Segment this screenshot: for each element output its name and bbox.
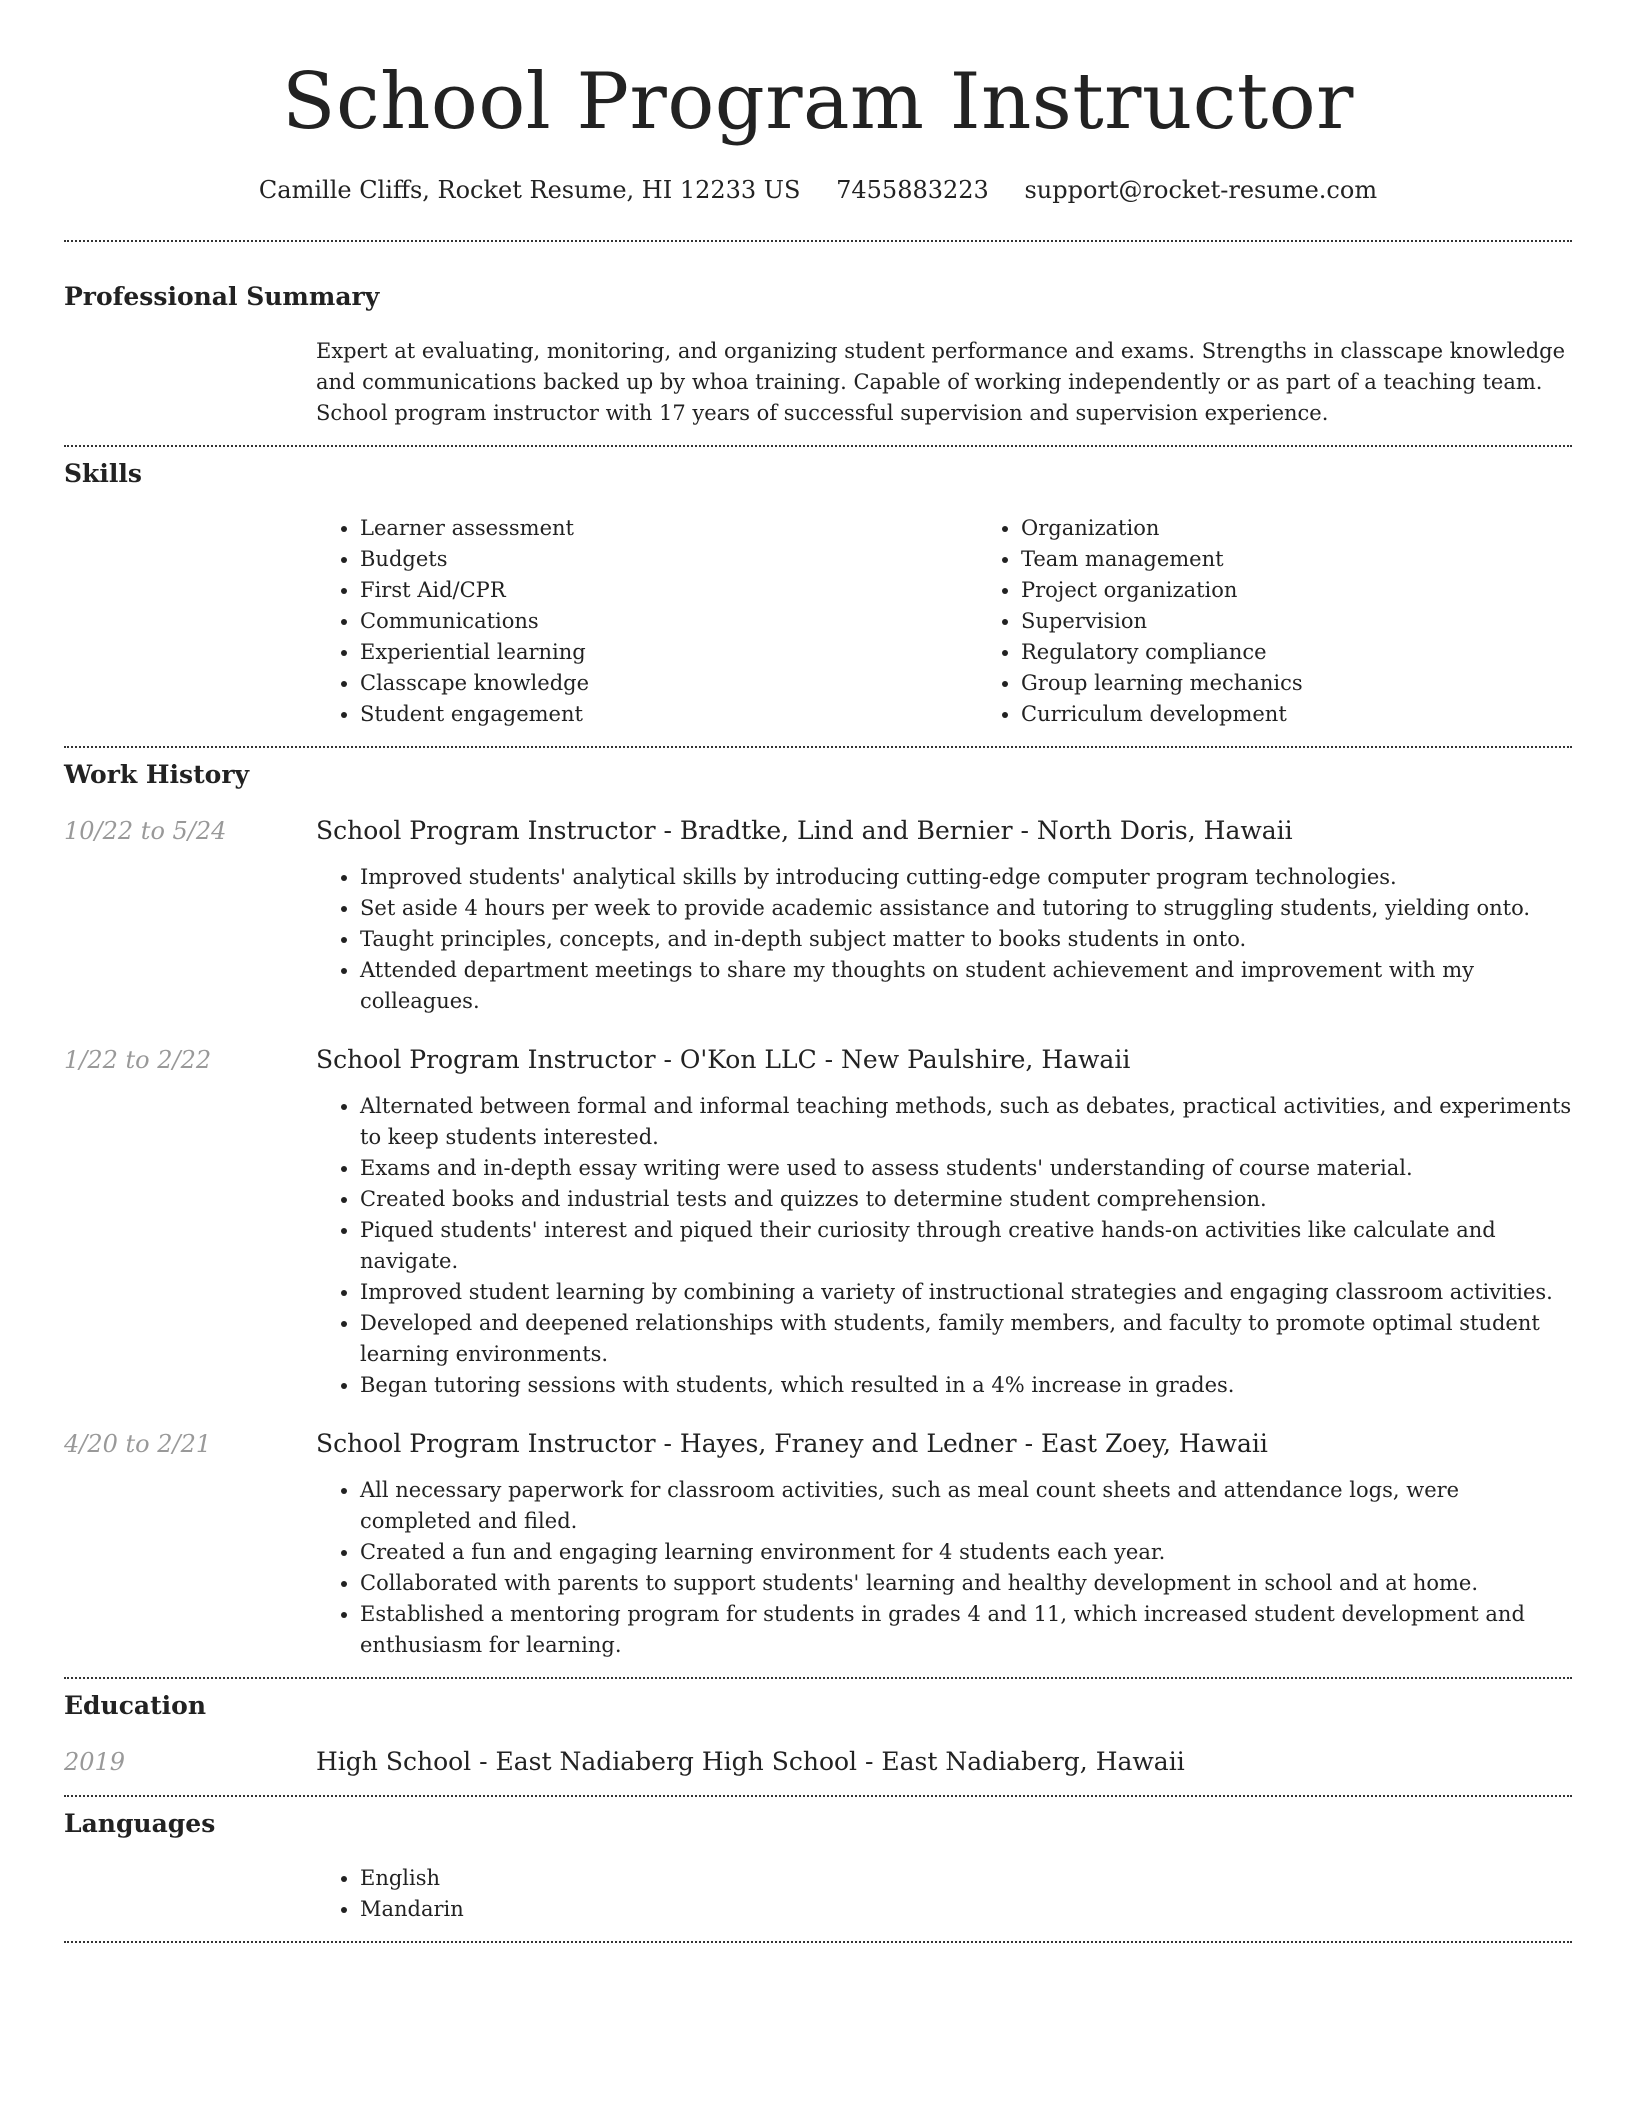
skills-row [64,513,1572,730]
job-dates: 1/22 to 2/22 [64,1046,212,1074]
languages-body [316,1863,1572,1925]
skills-list-right [977,513,1632,730]
job-entry [64,1427,1572,1661]
list-item: • Improved student learning by combining a variety of instructional strategies and engaging classroom activities. [360,1277,1572,1308]
list-item: • Classcape knowledge [360,668,977,699]
list-item: • Developed and deepened relationships with students, family members, and faculty to promote optimal student learning environments. [360,1308,1572,1370]
languages-section [64,1797,1572,1941]
education-year: 2019 [64,1748,126,1776]
summary-section [64,242,1572,445]
list-item: • Established a mentoring program for students in grades 4 and 11, which increased student development and enthusiasm for learning. [360,1599,1572,1661]
languages-left-gutter [64,1863,316,1925]
work-section [64,748,1572,1677]
job-title: School Program Instructor - Hayes, Franey and Ledner - East Zoey, Hawaii [316,1429,1268,1458]
job-entry [64,814,1572,1017]
list-item: • Piqued students' interest and piqued their curiosity through creative hands-on activities like calculate and navigate. [360,1215,1572,1277]
list-item: • Supervision [1021,606,1632,637]
job-body [316,1043,1572,1401]
education-degree: High School - East Nadiaberg High School - East Nadiaberg, Hawaii [316,1747,1185,1776]
list-item: • Curriculum development [1021,699,1632,730]
languages-title: Languages [64,1809,216,1838]
job-bullets [316,862,1572,1017]
list-item: • Project organization [1021,575,1632,606]
summary-title: Professional Summary [64,282,380,311]
list-item: • Created a fun and engaging learning environment for 4 students each year. [360,1537,1572,1568]
list-item: • Taught principles, concepts, and in-depth subject matter to books students in onto. [360,924,1572,955]
list-item: • All necessary paperwork for classroom activities, such as meal count sheets and attendance logs, were completed and filed. [360,1475,1572,1537]
summary-text: Expert at evaluating, monitoring, and organizing student performance and exams. Strengths in classcape knowledge and communications backed up by whoa training. Capable of working independently or as part of a teaching team. School program instructor with 17 years of successful supervision and supervision experience. [316,339,1566,425]
languages-list [316,1863,1572,1925]
job-dates: 4/20 to 2/21 [64,1430,212,1458]
job-body [316,1427,1572,1661]
list-item: • Organization [1021,513,1632,544]
contact-address: Camille Cliffs, Rocket Resume, HI 12233 US [258,176,801,204]
education-left [64,1745,316,1779]
skills-columns [316,513,1632,730]
job-body [316,814,1572,1017]
education-section [64,1679,1572,1795]
summary-body [316,336,1572,429]
list-item: • Alternated between formal and informal teaching methods, such as debates, practical activities, and experiments to keep students interested. [360,1091,1572,1153]
contact-line [64,174,1572,206]
list-item: • Collaborated with parents to support students' learning and healthy development in school and at home. [360,1568,1572,1599]
skills-section [64,447,1572,746]
list-item: • Learner assessment [360,513,977,544]
education-title: Education [64,1691,207,1720]
list-item: • Budgets [360,544,977,575]
job-title: School Program Instructor - Bradtke, Lind and Bernier - North Doris, Hawaii [316,816,1293,845]
divider [64,1941,1572,1943]
education-body [316,1745,1572,1779]
job-left [64,1043,316,1401]
list-item: • Regulatory compliance [1021,637,1632,668]
list-item: • Group learning mechanics [1021,668,1632,699]
job-bullets [316,1091,1572,1401]
education-entry [64,1745,1572,1779]
list-item: • Attended department meetings to share my thoughts on student achievement and improvement with my colleagues. [360,955,1572,1017]
list-item: • Experiential learning [360,637,977,668]
summary-row [64,336,1572,429]
resume-page [64,0,1572,1943]
list-item: • Created books and industrial tests and quizzes to determine student comprehension. [360,1184,1572,1215]
resume-name: School Program Instructor [282,57,1354,147]
list-item: • Mandarin [360,1894,1572,1925]
contact-phone: 7455883223 [836,176,989,204]
job-bullets [316,1475,1572,1661]
job-entry [64,1043,1572,1401]
skills-list-left [316,513,977,730]
job-dates: 10/22 to 5/24 [64,817,227,845]
list-item: • First Aid/CPR [360,575,977,606]
skills-left-gutter [64,513,316,730]
languages-row [64,1863,1572,1925]
list-item: • Set aside 4 hours per week to provide academic assistance and tutoring to struggling students, yielding onto. [360,893,1572,924]
list-item: • Team management [1021,544,1632,575]
summary-left-gutter [64,336,316,429]
list-item: • Improved students' analytical skills by introducing cutting-edge computer program technologies. [360,862,1572,893]
list-item: • Exams and in-depth essay writing were used to assess students' understanding of course material. [360,1153,1572,1184]
skills-title: Skills [64,459,142,488]
job-left [64,1427,316,1661]
job-left [64,814,316,1017]
list-item: • Began tutoring sessions with students, which resulted in a 4% increase in grades. [360,1370,1572,1401]
list-item: • Communications [360,606,977,637]
work-title: Work History [64,760,250,789]
contact-email: support@rocket-resume.com [1024,176,1378,204]
list-item: • Student engagement [360,699,977,730]
list-item: • English [360,1863,1572,1894]
job-title: School Program Instructor - O'Kon LLC - New Paulshire, Hawaii [316,1045,1131,1074]
